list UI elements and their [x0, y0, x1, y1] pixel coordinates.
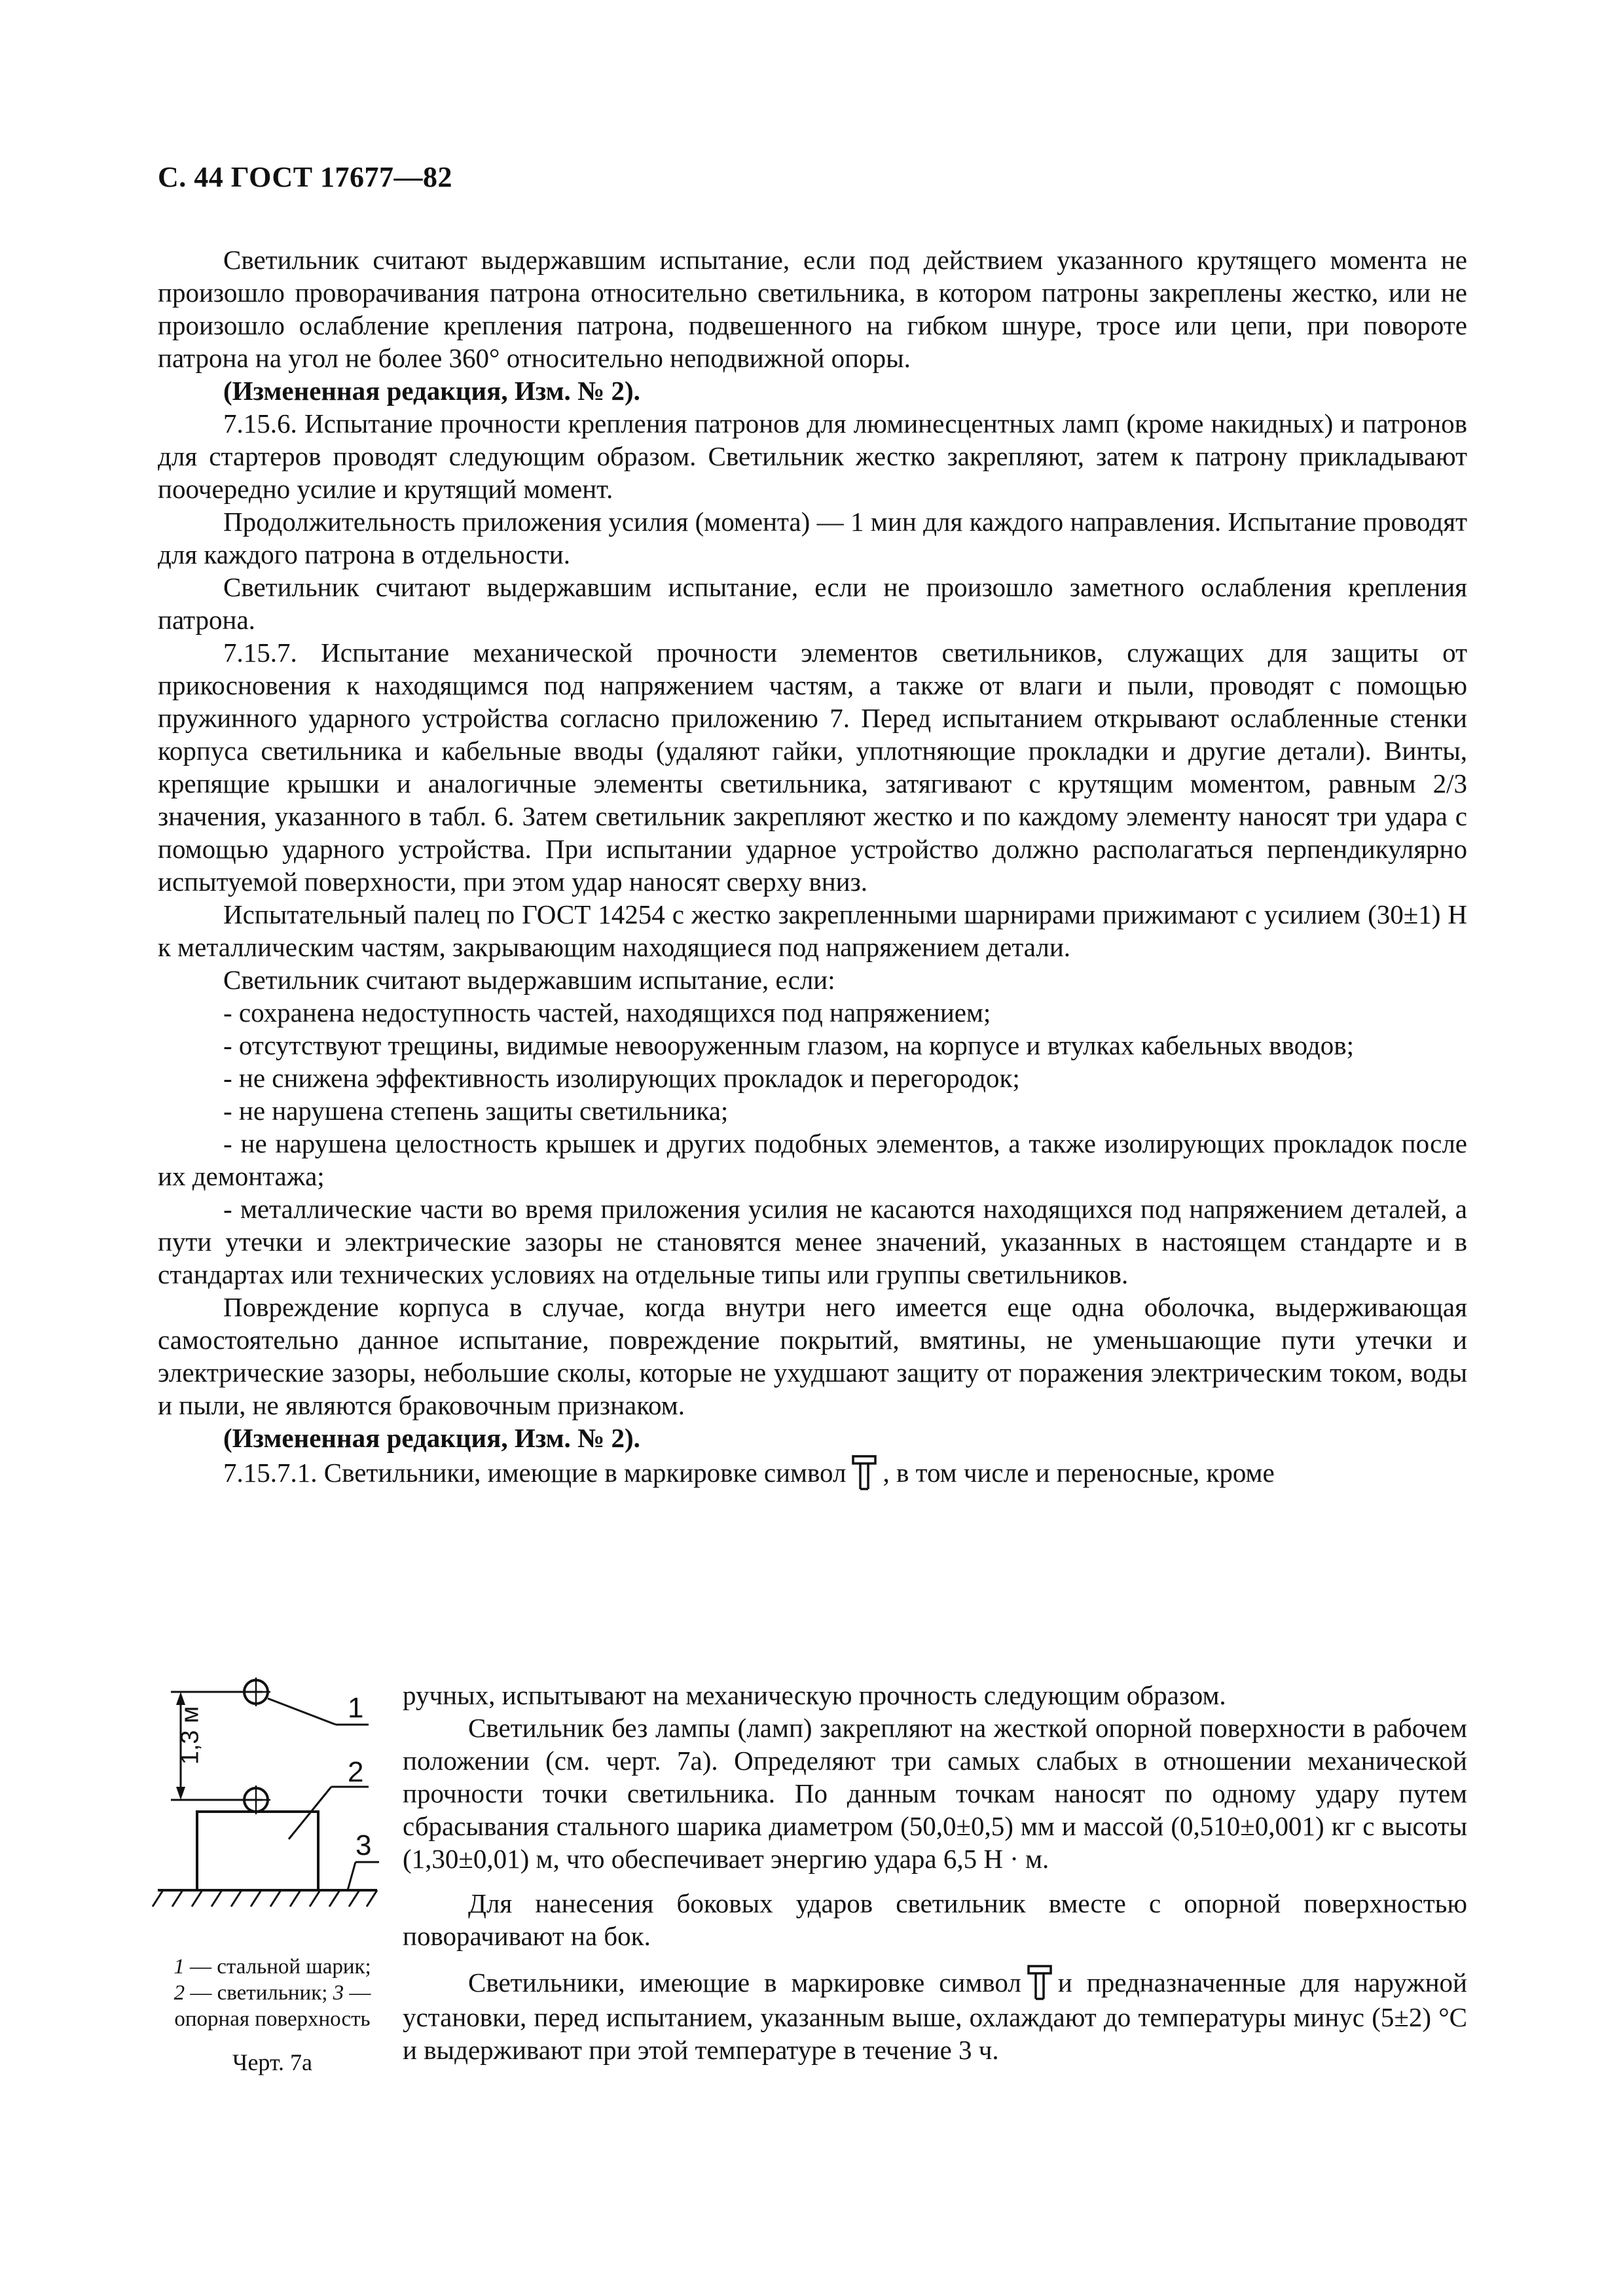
amendment-note: (Измененная редакция, Изм. № 2). [223, 376, 640, 406]
paragraph: Светильник считают выдержавшим испытание, если: [223, 965, 835, 995]
figure-label-1: 1 [348, 1692, 364, 1724]
paragraph: Для нанесения боковых ударов светильник вместе с опорной поверхностью поворачивают на бок. [403, 1888, 1467, 1951]
figure-title: Черт. 7а [232, 2049, 312, 2075]
hammer-marking-icon [851, 1454, 877, 1491]
list-item: - отсутствуют трещины, видимые невооруженным глазом, на корпусе и втулках кабельных вводов; [223, 1030, 1355, 1060]
page-header: С. 44 ГОСТ 17677—82 [158, 161, 453, 193]
figure-label-3: 3 [356, 1829, 372, 1861]
paragraph: Испытательный палец по ГОСТ 14254 с жестко закрепленными шарнирами прижимают с усилием (30±1) Н к металлическим частям, закрывающим находящиеся под напряжением детали. [158, 899, 1467, 962]
paragraph: Светильник считают выдержавшим испытание, если не произошло заметного ослабления крепления патрона. [158, 572, 1467, 635]
paragraph: Повреждение корпуса в случае, когда внутри него имеется еще одна оболочка, выдерживающая самостоятельно данное испытание, повреждение покрытий, вмятины, не уменьшающие пути утечки и электрические зазоры, небольшие сколы, которые не ухудшают защиту от поражения электрическим током, воды и пыли, не являются браковочным признаком. [158, 1292, 1467, 1420]
list-item: - сохранена недоступность частей, находящихся под напряжением; [223, 997, 991, 1028]
paragraph-outdoor: Светильники, имеющие в маркировке символ и предназначенные для наружной установки, перед испытанием, указанным выше, охлаждают до температуры минус (5±2) °С и выдерживают при этой температуре в течение 3 ч. [403, 1964, 1467, 2066]
hammer-marking-icon [1027, 1964, 1053, 2001]
paragraph: 7.15.6. Испытание прочности крепления патронов для люминесцентных ламп (кроме накидных) и патронов для стартеров проводят следующим образом. Светильник жестко закрепляют, затем к патрону прикладывают поочередно усилие и крутящий момент. [158, 408, 1467, 504]
list-item: - не нарушена целостность крышек и других подобных элементов, а также изолирующих прокладок после их демонтажа; [158, 1128, 1467, 1191]
list-item: - металлические части во время приложения усилия не касаются находящихся под напряжением деталей, а пути утечки и электрические зазоры не становятся менее значений, указанных в настоящем стандарте и в стандартах или технических условиях на отдельные типы или группы светильников. [158, 1194, 1467, 1289]
side-text [403, 1679, 1467, 2066]
figure-7a [151, 1672, 393, 2075]
paragraph: Продолжительность приложения усилия (момента) — 1 мин для каждого направления. Испытание проводят для каждого патрона в отдельности. [158, 507, 1467, 569]
paragraph: Светильник считают выдержавшим испытание, если под действием указанного крутящего момента не произошло проворачивания патрона относительно светильника, в котором патроны закреплены жестко, или не произошло ослабление крепления патрона, подвешенного на гибком шнуре, тросе или цепи, при повороте патрона на угол не более 360° относительно неподвижной опоры. [158, 245, 1467, 373]
list-item: - не снижена эффективность изолирующих прокладок и перегородок; [223, 1063, 1020, 1093]
height-dimension-label: 1,3 м [176, 1706, 204, 1765]
figure-caption: 1 — стальной шарик; 2 — светильник; 3 — опорная поверхность [173, 1955, 371, 2031]
figure-label-2: 2 [348, 1756, 364, 1788]
amendment-note: (Измененная редакция, Изм. № 2). [223, 1423, 640, 1453]
list-item: - не нарушена степень защиты светильника; [223, 1096, 729, 1126]
paragraph: Светильник без лампы (ламп) закрепляют на жесткой опорной поверхности в рабочем положении (см. черт. 7а). Определяют три самых слабых в отношении механической прочности точки светильника. По данным точкам наносят по одному удару путем сбрасывания стального шарика диаметром (50,0±0,5) мм и массой (0,510±0,001) кг с высоты (1,30±0,01) м, что обеспечивает энергию удара 6,5 Н · м. [403, 1713, 1467, 1874]
paragraph: 7.15.7. Испытание механической прочности элементов светильников, служащих для защиты от прикосновения к находящимся под напряжением частям, а также от влаги и пыли, проводят с помощью пружинного ударного устройства согласно приложению 7. Перед испытанием открывают ослабленные стенки корпуса светильника и кабельные вводы (удаляют гайки, уплотняющие прокладки и другие детали). Винты, крепящие крышки и аналогичные элементы светильника, затягивают с крутящим моментом, равным 2/3 значения, указанного в табл. 6. Затем светильник закрепляют жестко и по каждому элементу наносят три удара с помощью ударного устройства. При испытании ударное устройство должно располагаться перпендикулярно испытуемой поверхности, при этом удар наносят сверху вниз. [158, 637, 1467, 897]
main-text [158, 243, 1467, 1491]
paragraph-continuation: ручных, испытывают на механическую прочность следующим образом. [403, 1680, 1226, 1710]
paragraph-7-15-7-1: 7.15.7.1. Светильники, имеющие в маркировке символ , в том числе и переносные, кроме [158, 1454, 1467, 1491]
